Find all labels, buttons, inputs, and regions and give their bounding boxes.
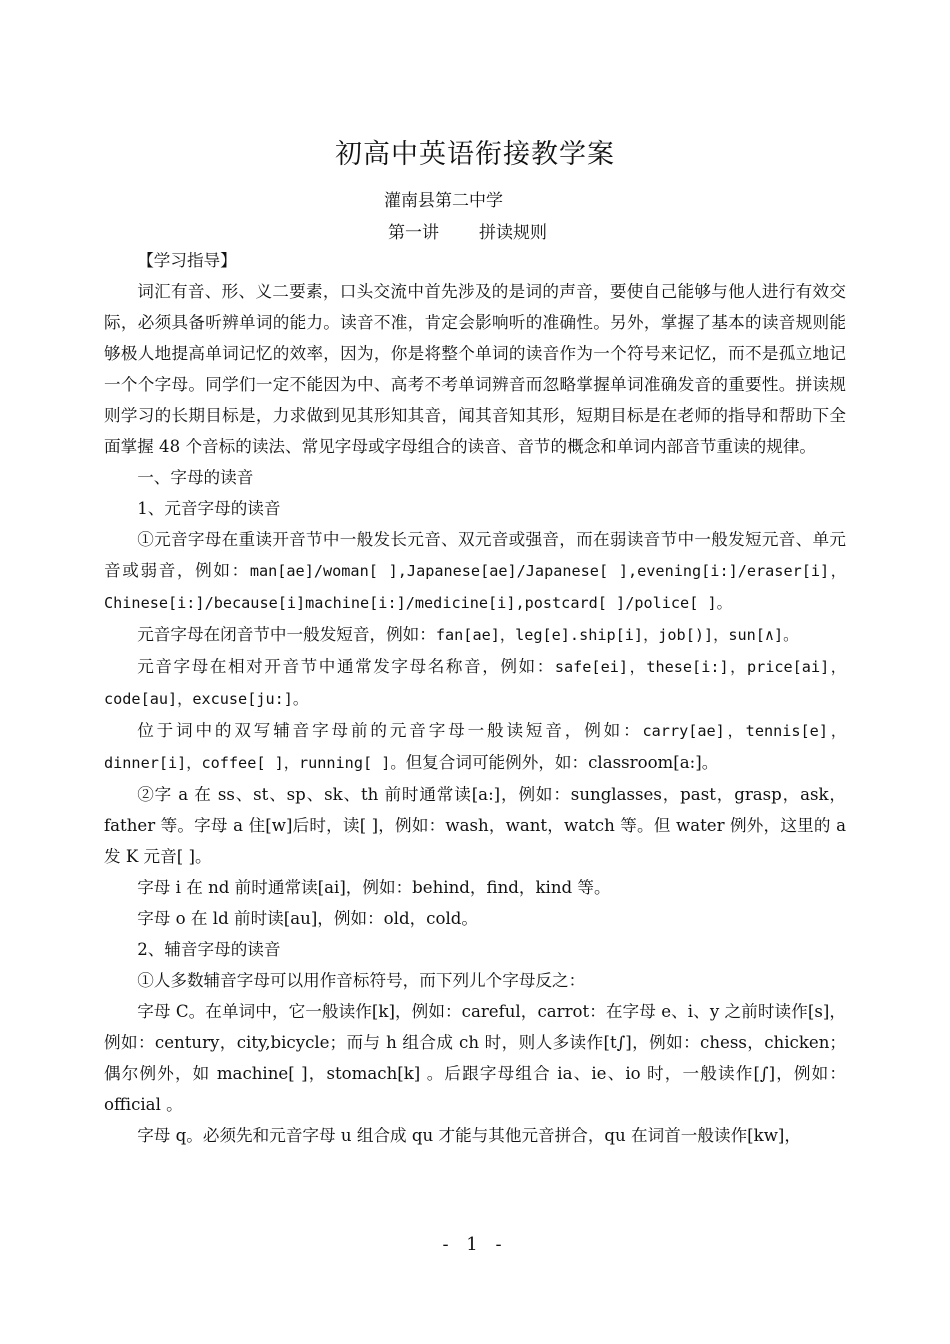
guide-heading: 【学习指导】 bbox=[137, 251, 237, 270]
document-title: 初高中英语衔接教学案 bbox=[335, 139, 615, 170]
paragraph-lead: 元音字母在闭音节中一般发短音，例如： bbox=[137, 625, 436, 644]
paragraph-double-consonant bbox=[104, 715, 846, 779]
example-words: fan[ae]，leg[e].ship[i]，job[)]，sun[∧]。 bbox=[435, 626, 799, 644]
paragraph-consonant-intro: ①人多数辅音字母可以用作音标符号，而下列儿个字母反之： bbox=[137, 971, 586, 990]
subsection-heading-consonants: 2、辅音字母的读音 bbox=[137, 940, 281, 959]
paragraph-tail: 但复合词可能例外，如：classroom[a:]。 bbox=[405, 753, 719, 772]
paragraph-letter-q: 字母 q。必须先和元音字母 u 组合成 qu 才能与其他元音拼合，qu 在词首一般读作[kw]， bbox=[137, 1126, 801, 1145]
paragraph-open-syllable bbox=[104, 524, 846, 619]
example-words: man[ae]/woman[ ],Japanese[ae]/Japanese[ ],evening[i:]/eraser[i]，Chinese[i:]/because[i]machine[i:]/medicine[i],postcard[ ]/police[ ]。 bbox=[104, 562, 846, 612]
example-words: carry[ae]，tennis[e]，dinner[i]，coffee[ ]，running[ ]。 bbox=[104, 722, 847, 772]
document-body bbox=[104, 245, 846, 1151]
lecture-number: 第一讲 bbox=[388, 223, 439, 243]
paragraph-letter-o: 字母 o 在 ld 前时读[au]，例如：old，cold。 bbox=[137, 909, 478, 928]
subsection-heading-vowels: 1、元音字母的读音 bbox=[137, 499, 281, 518]
paragraph-lead: ①元音字母在重读开音节中一般发长元音、双元音或强音，而在弱读音节中一般发短元音、单元音或弱音，例如： bbox=[104, 530, 846, 580]
paragraph-letter-a: ②字 a 在 ss、st、sp、sk、th 前时通常读[a:]，例如：sunglasses，past，grasp，ask，father 等。字母 a 住[w]后时，读[ ]，例如：wash，want，watch 等。但 water 例外，这里的 a 发 K 元音[ ]。 bbox=[104, 785, 846, 866]
paragraph-lead: 位于词中的双写辅音字母前的元音字母一般读短音，例如： bbox=[137, 721, 643, 740]
page-number: - 1 - bbox=[442, 1234, 508, 1255]
section-heading-letters: 一、字母的读音 bbox=[137, 468, 254, 487]
lecture-heading bbox=[388, 218, 547, 243]
guide-paragraph: 词汇有音、形、义二要素，口头交流中首先涉及的是词的声音，要使自己能够与他人进行有效交际，必须具备听辨单词的能力。读音不准，肯定会影响听的准确性。另外，掌握了基本的读音规则能够极人地提高单词记忆的效率，因为，你是将整个单词的读音作为一个符号来记忆，而不是孤立地记一个个字母。同学们一定不能因为中、高考不考单词辨音而忽略掌握单词准确发音的重要性。拼读规则学习的长期目标是，力求做到见其形知其音，闻其音知其形，短期目标是在老师的指导和帮助下全面掌握 48 个音标的读法、常见字母或字母组合的读音、音节的概念和单词内部音节重读的规律。 bbox=[104, 282, 846, 456]
paragraph-closed-syllable bbox=[104, 619, 846, 651]
paragraph-letter-i: 字母 i 在 nd 前时通常读[ai]，例如：behind，find，kind 等。 bbox=[137, 878, 611, 897]
example-words: safe[ei]，these[i:]，price[ai]，code[au]，excuse[ju:]。 bbox=[104, 658, 846, 708]
school-name: 灌南县第二中学 bbox=[384, 191, 503, 211]
lecture-title: 拼读规则 bbox=[479, 223, 547, 243]
paragraph-lead: 元音字母在相对开音节中通常发字母名称音，例如： bbox=[137, 657, 555, 676]
paragraph-letter-c: 字母 C。在单词中，它一般读作[k]，例如：careful，carrot：在字母 e、i、y 之前时读作[s]，例如：century，city,bicycle；而与 h 组合成 ch 时，则人多读作[t∫]，例如：chess，chicken；偶尔例外，如 machine[ ]，stomach[k] 。后跟字母组合 ia、ie、io 时，一般读作[∫]，例如：official 。 bbox=[104, 1002, 846, 1114]
paragraph-relative-open-syllable bbox=[104, 651, 846, 715]
